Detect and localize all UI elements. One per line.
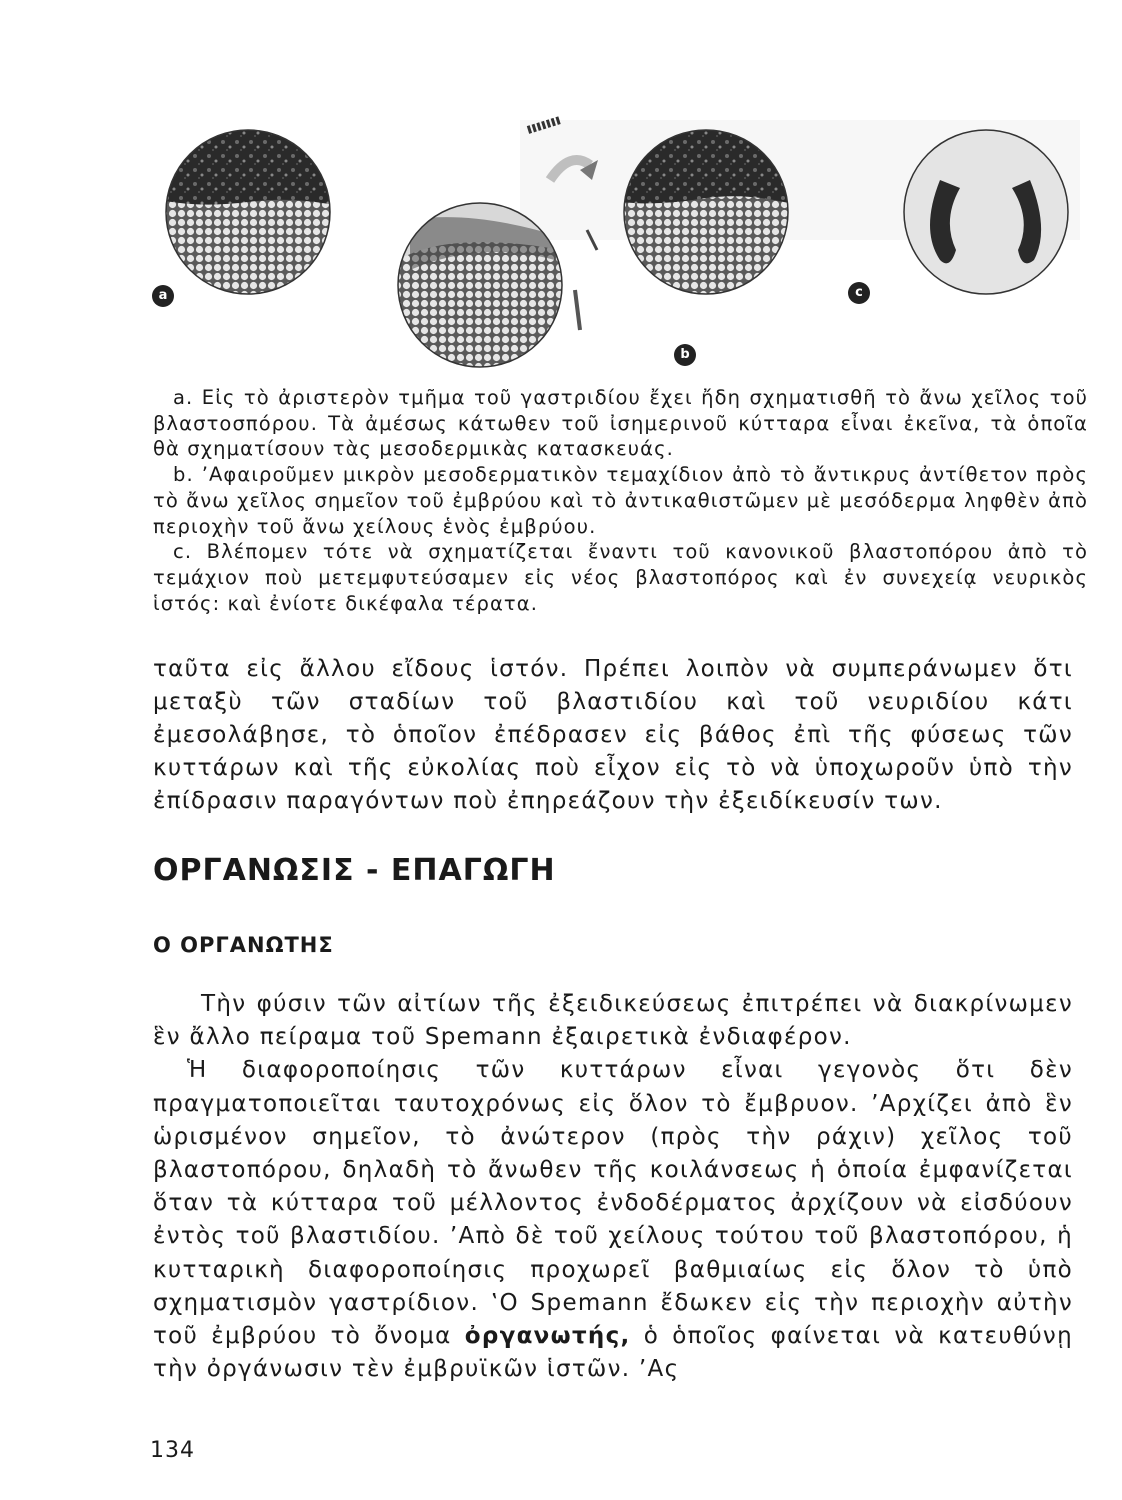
body-paragraph-1 — [153, 653, 1073, 818]
caption-b: b. ’Αφαιροῦμεν μικρὸν μεσοδερματικὸν τεμαχίδιον ἀπὸ τὸ ἄντικρυς ἀντίθετον πρὸς τὸ ἄνω χεῖλος σημεῖον τοῦ ἐμβρύου καὶ τὸ ἀντικαθιστῶμεν μὲ μεσόδερμα ληφθὲν ἀπὸ περιοχὴν τοῦ ἄνω χείλους ἑνὸς ἐμβρύου. — [153, 463, 1088, 538]
figure-label-b: b — [674, 344, 696, 366]
embryo-b — [390, 200, 570, 380]
figure-label-c: c — [848, 282, 870, 304]
figure-captions — [153, 385, 1088, 616]
term-organizer: ὀργανωτής, — [464, 1323, 631, 1350]
caption-a: a. Εἰς τὸ ἀριστερὸν τμῆμα τοῦ γαστριδίου ἔχει ἤδη σχηματισθῆ τὸ ἄνω χεῖλος τοῦ βλαστοσπόρου. Τὰ ἀμέσως κάτωθεν τοῦ ἰσημερινοῦ κύτταρα εἶναι ἐκεῖνα, τὰ ὁποῖα θὰ σχηματίσουν τὰς μεσοδερμικὰς κατασκευάς. — [153, 386, 1088, 461]
embryo-figure — [150, 110, 1080, 380]
embryo-illustration — [150, 110, 1080, 380]
paragraph-2: Τὴν φύσιν τῶν αἰτίων τῆς ἐξειδικεύσεως ἐπιτρέπει νὰ διακρίνωμεν ἓν ἄλλο πείραμα τοῦ Spemann ἐξαιρετικὰ ἐνδιαφέρον. — [153, 991, 1073, 1051]
section-title: ΟΡΓΑΝΩΣΙΣ - ΕΠΑΓΩΓΗ — [153, 853, 556, 888]
subsection-title: Ο ΟΡΓΑΝΩΤΗΣ — [153, 933, 334, 957]
body-section — [153, 988, 1073, 1386]
embryo-a — [150, 110, 350, 310]
paragraph-3-part-b: ὁ ὁποῖος φαίνεται νὰ κατευθύνῃ τὴν ὀργάνωσιν τὲν ἐμβρυϊκῶν ἱστῶν. ’Ας — [153, 1323, 1073, 1383]
caption-c: c. Βλέπομεν τότε νὰ σχηματίζεται ἔναντι τοῦ κανονικοῦ βλαστοπόρου ἀπὸ τὸ τεμάχιον ποὺ μετεμφυτεύσαμεν εἰς νέος βλαστοπόρος καὶ ἐν συνεχείᾳ νευρικὸς ἱστός: καὶ ἐνίοτε δικέφαλα τέρατα. — [153, 540, 1088, 615]
paragraph-3-part-a: Ἡ διαφοροποίησις τῶν κυττάρων εἶναι γεγονὸς ὅτι δὲν πραγματοποιεῖται ταυτοχρόνως εἰς ὅλον τὸ ἔμβρυον. ’Αρχίζει ἀπὸ ἓν ὡρισμένον σημεῖον, τὸ ἀνώτερον (πρὸς τὴν ράχιν) χεῖλος τοῦ βλαστοπόρου, δηλαδὴ τὸ ἄνωθεν τῆς κοιλάνσεως ἡ ὁποία ἐμφανίζεται ὅταν τὰ κύτταρα τοῦ μέλλοντος ἐνδοδέρματος ἀρχίζουν νὰ εἰσδύουν ἐντὸς τοῦ βλαστιδίου. ’Απὸ δὲ τοῦ χείλους τούτου τοῦ βλαστοπόρου, ἡ κυτταρικὴ διαφοροποίησις προχωρεῖ βαθμιαίως εἰς ὅλον τὸ ὑπὸ σχηματισμὸν γαστρίδιον. ‛Ο Spemann ἔδωκεν εἰς τὴν περιοχὴν αὐτὴν τοῦ ἐμβρύου τὸ ὄνομα — [153, 1057, 1073, 1350]
embryo-d — [900, 125, 1080, 305]
embryo-c — [620, 125, 800, 305]
paragraph-1-text: ταῦτα εἰς ἄλλου εἴδους ἱστόν. Πρέπει λοιπὸν νὰ συμπεράνωμεν ὅτι μεταξὺ τῶν σταδίων τοῦ βλαστιδίου καὶ τοῦ νευριδίου κάτι ἐμεσολάβησε, τὸ ὁποῖον ἐπέδρασεν εἰς βάθος ἐπὶ τῆς φύσεως τῶν κυττάρων καὶ τῆς εὐκολίας ποὺ εἶχον εἰς τὸ νὰ ὑποχωροῦν ὑπὸ τὴν ἐπίδρασιν παραγόντων ποὺ ἐπηρεάζουν τὴν ἐξειδίκευσίν των. — [153, 656, 1073, 814]
paragraph-3 — [153, 1054, 1073, 1386]
page-number: 134 — [150, 1438, 195, 1463]
figure-label-a: a — [152, 285, 174, 307]
